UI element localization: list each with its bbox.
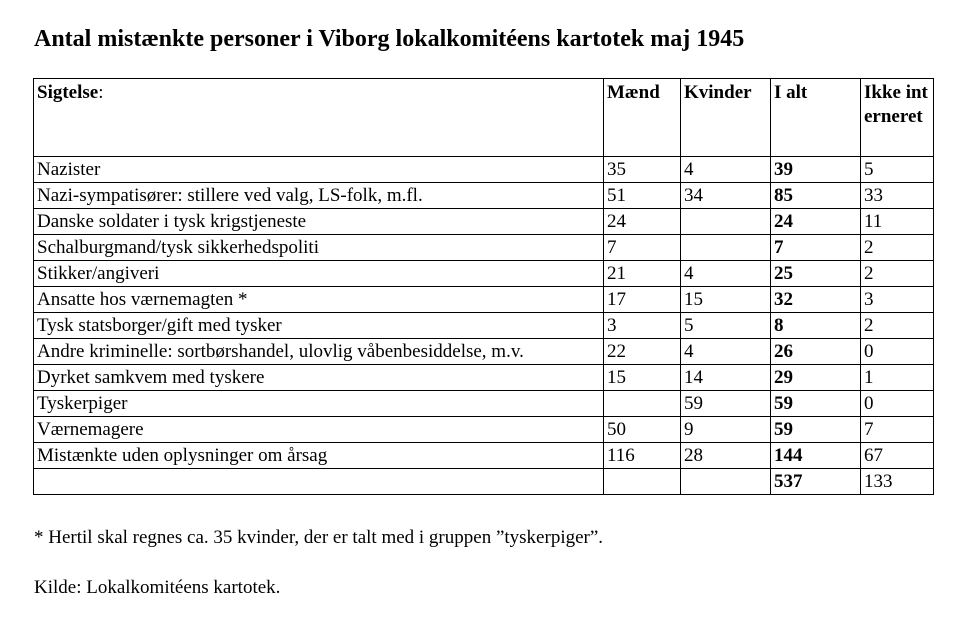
cell-women: 4 [681, 157, 771, 183]
table-row [34, 339, 934, 365]
cell-charge [34, 469, 604, 495]
cell-women: 59 [681, 391, 771, 417]
cell-men: 17 [604, 287, 681, 313]
header-not-interned: Ikke interneret [861, 79, 934, 157]
cell-total: 26 [771, 339, 861, 365]
cell-women [681, 235, 771, 261]
header-charge-colon: : [98, 82, 104, 103]
cell-men: 24 [604, 209, 681, 235]
table-row [34, 235, 934, 261]
cell-men: 116 [604, 443, 681, 469]
cell-total: 144 [771, 443, 861, 469]
cell-men: 7 [604, 235, 681, 261]
cell-women [681, 469, 771, 495]
cell-total: 29 [771, 365, 861, 391]
header-charge-label: Sigtelse [37, 82, 99, 103]
cell-charge: Stikker/angiveri [34, 261, 604, 287]
cell-not-interned: 133 [861, 469, 934, 495]
cell-men: 35 [604, 157, 681, 183]
header-charge [34, 79, 604, 157]
header-total: I alt [771, 79, 861, 157]
cell-women: 28 [681, 443, 771, 469]
cell-men: 50 [604, 417, 681, 443]
cell-total: 8 [771, 313, 861, 339]
cell-charge: Danske soldater i tysk krigstjeneste [34, 209, 604, 235]
cell-women: 34 [681, 183, 771, 209]
cell-charge: Værnemagere [34, 417, 604, 443]
cell-total: 7 [771, 235, 861, 261]
cell-charge: Tysk statsborger/gift med tysker [34, 313, 604, 339]
cell-charge: Ansatte hos værnemagten * [34, 287, 604, 313]
suspects-table [33, 78, 934, 495]
cell-women: 4 [681, 339, 771, 365]
cell-charge: Nazister [34, 157, 604, 183]
cell-men [604, 391, 681, 417]
table-row [34, 391, 934, 417]
cell-men: 51 [604, 183, 681, 209]
cell-not-interned: 3 [861, 287, 934, 313]
table-header-row [34, 79, 934, 157]
table-row [34, 209, 934, 235]
cell-total: 39 [771, 157, 861, 183]
cell-total: 85 [771, 183, 861, 209]
cell-men [604, 469, 681, 495]
cell-not-interned: 2 [861, 235, 934, 261]
source-note: Kilde: Lokalkomitéens kartotek. [34, 577, 281, 598]
cell-not-interned: 0 [861, 391, 934, 417]
cell-men: 3 [604, 313, 681, 339]
cell-charge: Mistænkte uden oplysninger om årsag [34, 443, 604, 469]
cell-total: 537 [771, 469, 861, 495]
cell-not-interned: 67 [861, 443, 934, 469]
table-row [34, 287, 934, 313]
cell-total: 59 [771, 417, 861, 443]
table-body [34, 157, 934, 495]
table-row [34, 365, 934, 391]
cell-women: 15 [681, 287, 771, 313]
cell-total: 25 [771, 261, 861, 287]
cell-women: 4 [681, 261, 771, 287]
table-row [34, 157, 934, 183]
cell-men: 22 [604, 339, 681, 365]
document-title: Antal mistænkte personer i Viborg lokalkomitéens kartotek maj 1945 [34, 26, 745, 52]
cell-men: 21 [604, 261, 681, 287]
cell-women: 9 [681, 417, 771, 443]
table-sum-row [34, 469, 934, 495]
footnote: * Hertil skal regnes ca. 35 kvinder, der er talt med i gruppen ”tyskerpiger”. [34, 527, 604, 548]
cell-charge: Tyskerpiger [34, 391, 604, 417]
header-men: Mænd [604, 79, 681, 157]
table-row [34, 313, 934, 339]
table-row [34, 261, 934, 287]
cell-not-interned: 2 [861, 261, 934, 287]
cell-total: 32 [771, 287, 861, 313]
cell-total: 59 [771, 391, 861, 417]
cell-not-interned: 1 [861, 365, 934, 391]
cell-not-interned: 0 [861, 339, 934, 365]
cell-men: 15 [604, 365, 681, 391]
table-row [34, 417, 934, 443]
cell-not-interned: 2 [861, 313, 934, 339]
cell-not-interned: 5 [861, 157, 934, 183]
cell-not-interned: 33 [861, 183, 934, 209]
cell-women: 14 [681, 365, 771, 391]
table-row [34, 443, 934, 469]
cell-charge: Dyrket samkvem med tyskere [34, 365, 604, 391]
cell-women: 5 [681, 313, 771, 339]
cell-not-interned: 7 [861, 417, 934, 443]
cell-charge: Nazi-sympatisører: stillere ved valg, LS-folk, m.fl. [34, 183, 604, 209]
cell-total: 24 [771, 209, 861, 235]
cell-not-interned: 11 [861, 209, 934, 235]
table-row [34, 183, 934, 209]
cell-women [681, 209, 771, 235]
header-women: Kvinder [681, 79, 771, 157]
cell-charge: Andre kriminelle: sortbørshandel, ulovlig våbenbesiddelse, m.v. [34, 339, 604, 365]
cell-charge: Schalburgmand/tysk sikkerhedspoliti [34, 235, 604, 261]
